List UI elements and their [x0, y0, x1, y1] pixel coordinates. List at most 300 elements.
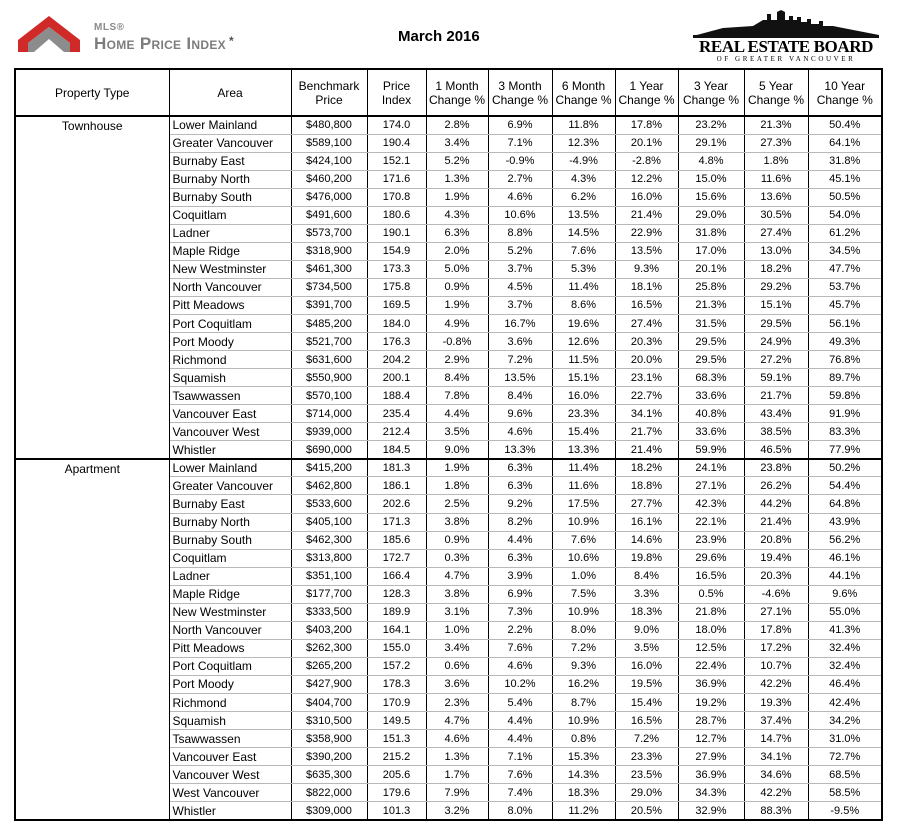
6-month-change-cell: 16.2% — [552, 675, 615, 693]
1-month-change-cell: 2.8% — [426, 116, 488, 134]
5-year-change-cell: 27.4% — [744, 224, 808, 242]
price-index-cell: 190.1 — [367, 224, 426, 242]
3-month-change-cell: 4.4% — [488, 531, 552, 549]
6-month-change-cell: 11.4% — [552, 278, 615, 296]
3-year-change-cell: 29.5% — [678, 351, 744, 369]
10-year-change-cell: 54.4% — [808, 477, 882, 495]
6-month-change-cell: 11.4% — [552, 459, 615, 477]
column-header-6-month-change: 6 Month Change % — [552, 69, 615, 116]
6-month-change-cell: 10.9% — [552, 513, 615, 531]
area-cell: Burnaby South — [169, 531, 291, 549]
area-cell: Pitt Meadows — [169, 296, 291, 314]
3-month-change-cell: 3.7% — [488, 296, 552, 314]
benchmark-price-cell: $310,500 — [291, 712, 367, 730]
area-cell: Vancouver West — [169, 423, 291, 441]
price-index-cell: 172.7 — [367, 549, 426, 567]
1-year-change-cell: 9.3% — [615, 260, 678, 278]
5-year-change-cell: 88.3% — [744, 802, 808, 820]
5-year-change-cell: 20.3% — [744, 567, 808, 585]
10-year-change-cell: 43.9% — [808, 513, 882, 531]
mls-hpi-logo — [18, 12, 288, 58]
10-year-change-cell: 72.7% — [808, 748, 882, 766]
5-year-change-cell: 17.8% — [744, 621, 808, 639]
1-month-change-cell: 0.6% — [426, 657, 488, 675]
price-index-cell: 202.6 — [367, 495, 426, 513]
price-index-cell: 184.0 — [367, 315, 426, 333]
area-cell: Vancouver East — [169, 748, 291, 766]
1-month-change-cell: 1.3% — [426, 170, 488, 188]
6-month-change-cell: 14.3% — [552, 766, 615, 784]
5-year-change-cell: -4.6% — [744, 585, 808, 603]
benchmark-price-cell: $521,700 — [291, 333, 367, 351]
1-month-change-cell: 3.1% — [426, 603, 488, 621]
5-year-change-cell: 44.2% — [744, 495, 808, 513]
1-year-change-cell: 14.6% — [615, 531, 678, 549]
1-year-change-cell: 17.8% — [615, 116, 678, 134]
benchmark-price-cell: $690,000 — [291, 441, 367, 459]
3-year-change-cell: 27.9% — [678, 748, 744, 766]
10-year-change-cell: 56.2% — [808, 531, 882, 549]
3-month-change-cell: 8.4% — [488, 387, 552, 405]
6-month-change-cell: 14.5% — [552, 224, 615, 242]
6-month-change-cell: 23.3% — [552, 405, 615, 423]
3-year-change-cell: 29.0% — [678, 206, 744, 224]
6-month-change-cell: 11.6% — [552, 477, 615, 495]
price-index-cell: 171.6 — [367, 170, 426, 188]
benchmark-price-cell: $589,100 — [291, 134, 367, 152]
group-apartment — [15, 459, 882, 820]
price-index-cell: 170.8 — [367, 188, 426, 206]
5-year-change-cell: 21.4% — [744, 513, 808, 531]
5-year-change-cell: 13.0% — [744, 242, 808, 260]
price-index-cell: 128.3 — [367, 585, 426, 603]
1-year-change-cell: 20.1% — [615, 134, 678, 152]
6-month-change-cell: 16.0% — [552, 387, 615, 405]
benchmark-price-cell: $333,500 — [291, 603, 367, 621]
10-year-change-cell: 91.9% — [808, 405, 882, 423]
benchmark-price-cell: $318,900 — [291, 242, 367, 260]
price-index-cell: 186.1 — [367, 477, 426, 495]
1-month-change-cell: 4.7% — [426, 712, 488, 730]
5-year-change-cell: 13.6% — [744, 188, 808, 206]
1-year-change-cell: 20.3% — [615, 333, 678, 351]
area-cell: North Vancouver — [169, 278, 291, 296]
column-header-price-index: Price Index — [367, 69, 426, 116]
area-cell: Burnaby East — [169, 495, 291, 513]
1-month-change-cell: 2.9% — [426, 351, 488, 369]
3-month-change-cell: 4.4% — [488, 712, 552, 730]
benchmark-price-cell: $822,000 — [291, 784, 367, 802]
1-year-change-cell: 18.3% — [615, 603, 678, 621]
benchmark-price-cell: $391,700 — [291, 296, 367, 314]
area-cell: Tsawwassen — [169, 387, 291, 405]
10-year-change-cell: 44.1% — [808, 567, 882, 585]
1-month-change-cell: 1.9% — [426, 459, 488, 477]
3-month-change-cell: 3.7% — [488, 260, 552, 278]
5-year-change-cell: 59.1% — [744, 369, 808, 387]
3-year-change-cell: 29.1% — [678, 134, 744, 152]
area-cell: Squamish — [169, 369, 291, 387]
10-year-change-cell: 76.8% — [808, 351, 882, 369]
1-month-change-cell: 0.9% — [426, 278, 488, 296]
3-year-change-cell: 32.9% — [678, 802, 744, 820]
1-month-change-cell: 3.4% — [426, 134, 488, 152]
area-cell: Coquitlam — [169, 206, 291, 224]
1-year-change-cell: 20.5% — [615, 802, 678, 820]
benchmark-price-cell: $635,300 — [291, 766, 367, 784]
3-month-change-cell: 6.9% — [488, 116, 552, 134]
table-row — [15, 116, 882, 134]
area-cell: Richmond — [169, 351, 291, 369]
3-month-change-cell: 7.2% — [488, 351, 552, 369]
5-year-change-cell: 42.2% — [744, 784, 808, 802]
benchmark-price-cell: $714,000 — [291, 405, 367, 423]
3-year-change-cell: 42.3% — [678, 495, 744, 513]
house-roof-icon — [18, 14, 84, 54]
10-year-change-cell: 59.8% — [808, 387, 882, 405]
10-year-change-cell: 54.0% — [808, 206, 882, 224]
1-month-change-cell: 1.8% — [426, 477, 488, 495]
5-year-change-cell: 11.6% — [744, 170, 808, 188]
1-month-change-cell: 3.4% — [426, 639, 488, 657]
price-index-cell: 212.4 — [367, 423, 426, 441]
hpi-star: * — [228, 34, 234, 48]
3-year-change-cell: 33.6% — [678, 423, 744, 441]
area-cell: Port Coquitlam — [169, 315, 291, 333]
1-year-change-cell: 8.4% — [615, 567, 678, 585]
3-month-change-cell: 4.4% — [488, 730, 552, 748]
5-year-change-cell: 27.2% — [744, 351, 808, 369]
10-year-change-cell: -9.5% — [808, 802, 882, 820]
3-year-change-cell: 22.4% — [678, 657, 744, 675]
5-year-change-cell: 43.4% — [744, 405, 808, 423]
price-index-cell: 173.3 — [367, 260, 426, 278]
3-month-change-cell: 16.7% — [488, 315, 552, 333]
3-year-change-cell: 0.5% — [678, 585, 744, 603]
area-cell: Maple Ridge — [169, 585, 291, 603]
6-month-change-cell: 7.6% — [552, 531, 615, 549]
3-year-change-cell: 40.8% — [678, 405, 744, 423]
10-year-change-cell: 83.3% — [808, 423, 882, 441]
3-year-change-cell: 34.3% — [678, 784, 744, 802]
1-month-change-cell: 5.0% — [426, 260, 488, 278]
benchmark-price-cell: $550,900 — [291, 369, 367, 387]
board-subtitle: OF GREATER VANCOUVER — [716, 55, 856, 63]
5-year-change-cell: 27.3% — [744, 134, 808, 152]
3-year-change-cell: 31.8% — [678, 224, 744, 242]
property-type-cell: Apartment — [15, 459, 169, 820]
price-index-cell: 188.4 — [367, 387, 426, 405]
price-index-cell: 149.5 — [367, 712, 426, 730]
3-year-change-cell: 24.1% — [678, 459, 744, 477]
price-index-cell: 190.4 — [367, 134, 426, 152]
3-month-change-cell: 4.6% — [488, 423, 552, 441]
1-year-change-cell: 16.5% — [615, 296, 678, 314]
city-skyline-icon — [693, 8, 879, 38]
1-month-change-cell: 6.3% — [426, 224, 488, 242]
6-month-change-cell: 10.6% — [552, 549, 615, 567]
3-year-change-cell: 21.3% — [678, 296, 744, 314]
1-year-change-cell: 16.5% — [615, 712, 678, 730]
price-index-cell: 169.5 — [367, 296, 426, 314]
benchmark-price-cell: $460,200 — [291, 170, 367, 188]
column-header-5-year-change: 5 Year Change % — [744, 69, 808, 116]
1-year-change-cell: 16.0% — [615, 657, 678, 675]
1-year-change-cell: 3.3% — [615, 585, 678, 603]
benchmark-price-cell: $403,200 — [291, 621, 367, 639]
benchmark-price-cell: $313,800 — [291, 549, 367, 567]
1-year-change-cell: 18.2% — [615, 459, 678, 477]
6-month-change-cell: 6.2% — [552, 188, 615, 206]
report-header — [0, 0, 899, 66]
area-cell: Burnaby North — [169, 170, 291, 188]
6-month-change-cell: 19.6% — [552, 315, 615, 333]
6-month-change-cell: 5.3% — [552, 260, 615, 278]
3-year-change-cell: 12.7% — [678, 730, 744, 748]
1-year-change-cell: 7.2% — [615, 730, 678, 748]
3-month-change-cell: 3.6% — [488, 333, 552, 351]
benchmark-price-cell: $415,200 — [291, 459, 367, 477]
benchmark-price-cell: $476,000 — [291, 188, 367, 206]
area-cell: Vancouver East — [169, 405, 291, 423]
1-year-change-cell: 19.8% — [615, 549, 678, 567]
price-index-cell: 215.2 — [367, 748, 426, 766]
benchmark-price-cell: $462,800 — [291, 477, 367, 495]
3-month-change-cell: 8.8% — [488, 224, 552, 242]
3-year-change-cell: 15.6% — [678, 188, 744, 206]
10-year-change-cell: 34.2% — [808, 712, 882, 730]
area-cell: Burnaby North — [169, 513, 291, 531]
3-year-change-cell: 22.1% — [678, 513, 744, 531]
3-month-change-cell: 7.1% — [488, 748, 552, 766]
10-year-change-cell: 61.2% — [808, 224, 882, 242]
area-cell: Greater Vancouver — [169, 477, 291, 495]
1-year-change-cell: 9.0% — [615, 621, 678, 639]
5-year-change-cell: 15.1% — [744, 296, 808, 314]
10-year-change-cell: 34.5% — [808, 242, 882, 260]
3-month-change-cell: 4.5% — [488, 278, 552, 296]
1-year-change-cell: 27.7% — [615, 495, 678, 513]
price-index-cell: 235.4 — [367, 405, 426, 423]
hpi-title-text: Home Price Index — [94, 34, 226, 53]
benchmark-price-cell: $734,500 — [291, 278, 367, 296]
5-year-change-cell: 24.9% — [744, 333, 808, 351]
1-month-change-cell: 7.9% — [426, 784, 488, 802]
10-year-change-cell: 32.4% — [808, 639, 882, 657]
6-month-change-cell: 4.3% — [552, 170, 615, 188]
3-year-change-cell: 21.8% — [678, 603, 744, 621]
price-index-cell: 154.9 — [367, 242, 426, 260]
price-index-cell: 189.9 — [367, 603, 426, 621]
area-cell: Lower Mainland — [169, 116, 291, 134]
board-title: REAL ESTATE BOARD — [699, 37, 873, 56]
area-cell: New Westminster — [169, 260, 291, 278]
price-index-cell: 178.3 — [367, 675, 426, 693]
property-type-cell: Townhouse — [15, 116, 169, 459]
area-cell: Port Moody — [169, 675, 291, 693]
benchmark-price-cell: $491,600 — [291, 206, 367, 224]
hpi-title — [94, 34, 234, 54]
6-month-change-cell: 11.5% — [552, 351, 615, 369]
1-year-change-cell: 23.5% — [615, 766, 678, 784]
3-year-change-cell: 28.7% — [678, 712, 744, 730]
1-year-change-cell: 22.7% — [615, 387, 678, 405]
10-year-change-cell: 50.4% — [808, 116, 882, 134]
1-year-change-cell: 18.8% — [615, 477, 678, 495]
3-year-change-cell: 18.0% — [678, 621, 744, 639]
1-year-change-cell: 23.3% — [615, 748, 678, 766]
6-month-change-cell: 17.5% — [552, 495, 615, 513]
5-year-change-cell: 21.3% — [744, 116, 808, 134]
benchmark-price-cell: $485,200 — [291, 315, 367, 333]
1-month-change-cell: 1.0% — [426, 621, 488, 639]
3-year-change-cell: 68.3% — [678, 369, 744, 387]
3-month-change-cell: 13.3% — [488, 441, 552, 459]
3-year-change-cell: 16.5% — [678, 567, 744, 585]
3-year-change-cell: 19.2% — [678, 694, 744, 712]
5-year-change-cell: 30.5% — [744, 206, 808, 224]
1-month-change-cell: 4.3% — [426, 206, 488, 224]
area-cell: West Vancouver — [169, 784, 291, 802]
column-header-1-month-change: 1 Month Change % — [426, 69, 488, 116]
5-year-change-cell: 46.5% — [744, 441, 808, 459]
5-year-change-cell: 1.8% — [744, 152, 808, 170]
10-year-change-cell: 77.9% — [808, 441, 882, 459]
1-month-change-cell: 4.7% — [426, 567, 488, 585]
3-month-change-cell: 8.2% — [488, 513, 552, 531]
1-year-change-cell: 18.1% — [615, 278, 678, 296]
3-year-change-cell: 15.0% — [678, 170, 744, 188]
price-index-cell: 152.1 — [367, 152, 426, 170]
6-month-change-cell: 8.7% — [552, 694, 615, 712]
1-year-change-cell: 23.1% — [615, 369, 678, 387]
6-month-change-cell: 7.6% — [552, 242, 615, 260]
3-year-change-cell: 27.1% — [678, 477, 744, 495]
3-month-change-cell: 3.9% — [488, 567, 552, 585]
5-year-change-cell: 19.4% — [744, 549, 808, 567]
6-month-change-cell: 7.5% — [552, 585, 615, 603]
area-cell: Ladner — [169, 224, 291, 242]
mls-label: MLS® — [94, 22, 125, 33]
1-year-change-cell: 21.4% — [615, 441, 678, 459]
10-year-change-cell: 31.0% — [808, 730, 882, 748]
benchmark-price-cell: $480,800 — [291, 116, 367, 134]
3-month-change-cell: 4.6% — [488, 188, 552, 206]
10-year-change-cell: 49.3% — [808, 333, 882, 351]
area-cell: Burnaby South — [169, 188, 291, 206]
6-month-change-cell: 12.6% — [552, 333, 615, 351]
6-month-change-cell: 13.5% — [552, 206, 615, 224]
price-index-cell: 157.2 — [367, 657, 426, 675]
1-year-change-cell: -2.8% — [615, 152, 678, 170]
1-month-change-cell: 8.4% — [426, 369, 488, 387]
price-index-cell: 204.2 — [367, 351, 426, 369]
10-year-change-cell: 50.5% — [808, 188, 882, 206]
price-index-cell: 155.0 — [367, 639, 426, 657]
3-month-change-cell: 2.7% — [488, 170, 552, 188]
3-year-change-cell: 4.8% — [678, 152, 744, 170]
1-month-change-cell: 2.3% — [426, 694, 488, 712]
3-month-change-cell: 7.1% — [488, 134, 552, 152]
benchmark-price-cell: $631,600 — [291, 351, 367, 369]
6-month-change-cell: 15.1% — [552, 369, 615, 387]
1-month-change-cell: 0.3% — [426, 549, 488, 567]
area-cell: Whistler — [169, 441, 291, 459]
group-townhouse — [15, 116, 882, 459]
area-cell: Richmond — [169, 694, 291, 712]
3-month-change-cell: 6.3% — [488, 459, 552, 477]
3-month-change-cell: 7.4% — [488, 784, 552, 802]
6-month-change-cell: -4.9% — [552, 152, 615, 170]
1-year-change-cell: 22.9% — [615, 224, 678, 242]
benchmark-price-cell: $424,100 — [291, 152, 367, 170]
3-year-change-cell: 20.1% — [678, 260, 744, 278]
area-cell: Port Moody — [169, 333, 291, 351]
price-index-cell: 171.3 — [367, 513, 426, 531]
10-year-change-cell: 45.1% — [808, 170, 882, 188]
price-index-cell: 164.1 — [367, 621, 426, 639]
10-year-change-cell: 64.1% — [808, 134, 882, 152]
5-year-change-cell: 23.8% — [744, 459, 808, 477]
area-cell: Ladner — [169, 567, 291, 585]
3-year-change-cell: 59.9% — [678, 441, 744, 459]
10-year-change-cell: 46.1% — [808, 549, 882, 567]
3-year-change-cell: 25.8% — [678, 278, 744, 296]
3-year-change-cell: 17.0% — [678, 242, 744, 260]
column-header-benchmark-price: Benchmark Price — [291, 69, 367, 116]
1-month-change-cell: 7.8% — [426, 387, 488, 405]
1-month-change-cell: 3.2% — [426, 802, 488, 820]
10-year-change-cell: 41.3% — [808, 621, 882, 639]
3-month-change-cell: 10.2% — [488, 675, 552, 693]
3-month-change-cell: 8.0% — [488, 802, 552, 820]
column-header-area: Area — [169, 69, 291, 116]
benchmark-price-cell: $462,300 — [291, 531, 367, 549]
1-month-change-cell: 3.5% — [426, 423, 488, 441]
5-year-change-cell: 21.7% — [744, 387, 808, 405]
3-month-change-cell: 7.3% — [488, 603, 552, 621]
10-year-change-cell: 9.6% — [808, 585, 882, 603]
5-year-change-cell: 34.6% — [744, 766, 808, 784]
6-month-change-cell: 11.8% — [552, 116, 615, 134]
1-year-change-cell: 15.4% — [615, 694, 678, 712]
1-year-change-cell: 21.4% — [615, 206, 678, 224]
3-year-change-cell: 36.9% — [678, 675, 744, 693]
price-index-cell: 181.3 — [367, 459, 426, 477]
5-year-change-cell: 18.2% — [744, 260, 808, 278]
5-year-change-cell: 29.2% — [744, 278, 808, 296]
1-month-change-cell: 1.9% — [426, 296, 488, 314]
price-index-cell: 175.8 — [367, 278, 426, 296]
price-index-cell: 200.1 — [367, 369, 426, 387]
1-year-change-cell: 16.0% — [615, 188, 678, 206]
benchmark-price-cell: $461,300 — [291, 260, 367, 278]
5-year-change-cell: 42.2% — [744, 675, 808, 693]
benchmark-price-cell: $570,100 — [291, 387, 367, 405]
5-year-change-cell: 20.8% — [744, 531, 808, 549]
6-month-change-cell: 13.3% — [552, 441, 615, 459]
10-year-change-cell: 47.7% — [808, 260, 882, 278]
benchmark-price-cell: $427,900 — [291, 675, 367, 693]
price-index-cell: 101.3 — [367, 802, 426, 820]
3-month-change-cell: 2.2% — [488, 621, 552, 639]
3-year-change-cell: 33.6% — [678, 387, 744, 405]
1-month-change-cell: 0.9% — [426, 531, 488, 549]
1-month-change-cell: -0.8% — [426, 333, 488, 351]
6-month-change-cell: 0.8% — [552, 730, 615, 748]
benchmark-price-cell: $390,200 — [291, 748, 367, 766]
10-year-change-cell: 50.2% — [808, 459, 882, 477]
